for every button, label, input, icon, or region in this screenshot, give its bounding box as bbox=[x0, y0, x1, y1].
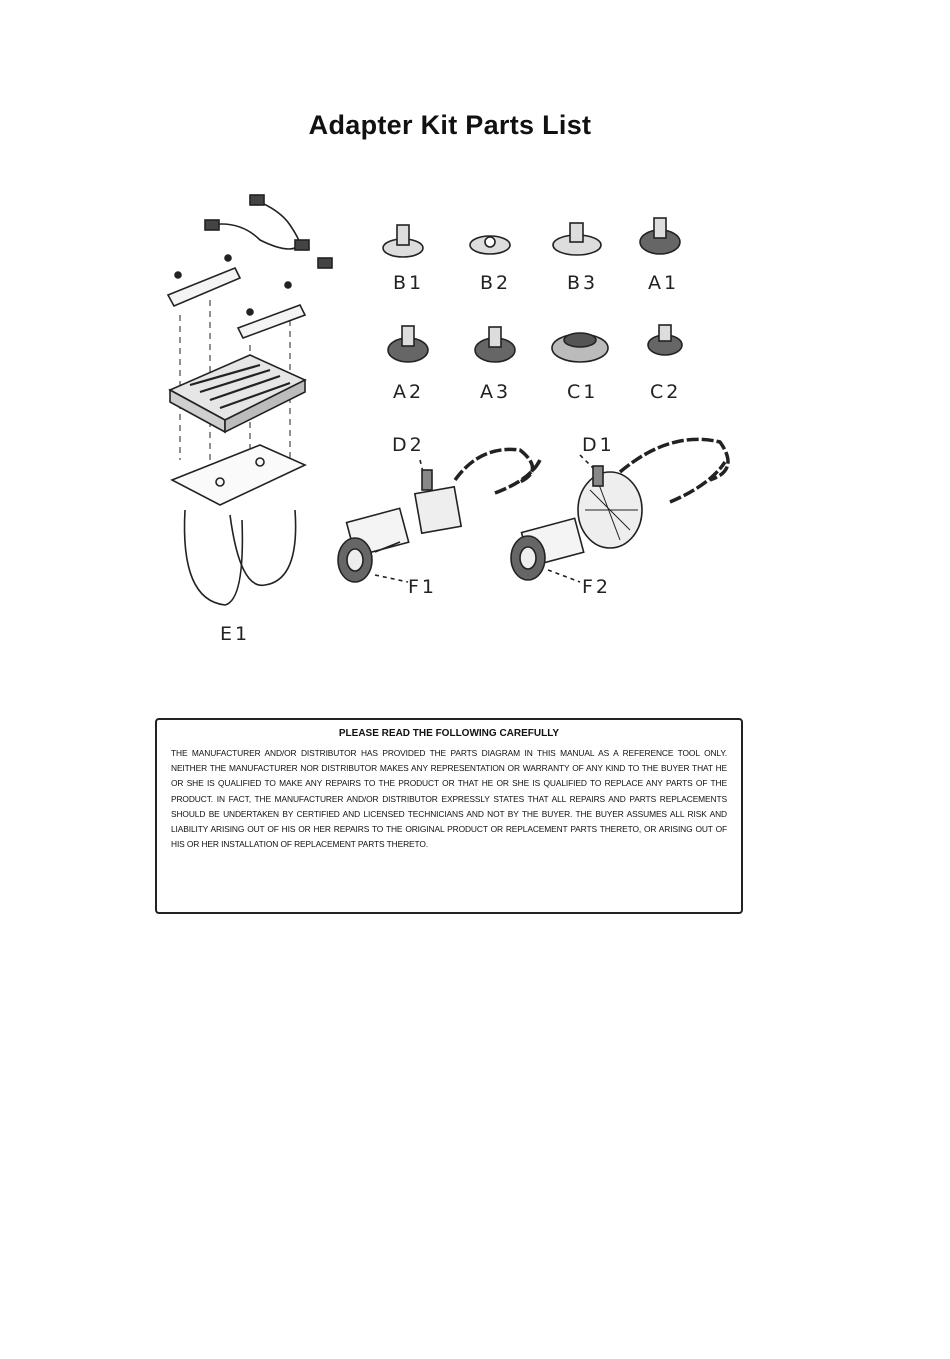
part-label-b3: B3 bbox=[567, 272, 599, 294]
part-label-d2: D2 bbox=[392, 434, 425, 456]
part-label-d1: D1 bbox=[582, 434, 615, 456]
disclaimer-heading: PLEASE READ THE FOLLOWING CAREFULLY bbox=[338, 728, 560, 739]
part-label-a2: A2 bbox=[393, 381, 425, 403]
part-label-f1: F1 bbox=[408, 576, 438, 598]
exploded-view-illustration bbox=[150, 180, 770, 660]
part-label-a3: A3 bbox=[480, 381, 512, 403]
part-label-c2: C2 bbox=[650, 381, 682, 403]
part-label-b2: B2 bbox=[480, 272, 512, 294]
part-label-b1: B1 bbox=[393, 272, 425, 294]
part-label-a1: A1 bbox=[648, 272, 680, 294]
part-label-f2: F2 bbox=[582, 576, 612, 598]
disclaimer-box bbox=[155, 718, 743, 914]
part-label-e1: E1 bbox=[220, 623, 251, 645]
part-label-c1: C1 bbox=[567, 381, 599, 403]
page-title: Adapter Kit Parts List bbox=[308, 110, 592, 140]
disclaimer-text: THE MANUFACTURER AND/OR DISTRIBUTOR HAS PROVIDED THE PARTS DIAGRAM IN THIS MANUAL AS A REFERENCE TOOL ONLY. NEITHER THE MANUFACTURER NOR DISTRIBUTOR MAKES ANY REPRESENTATION OR WARRANTY OF ANY KIND TO THE BUYER THAT HE OR SHE IS QUALIFIED TO MAKE ANY REPAIRS TO THE PRODUCT OR THAT HE OR SHE IS QUALIFIED TO REPLACE ANY PARTS OF THE PRODUCT. IN FACT, THE MANUFACTURER AND/OR DISTRIBUTOR EXPRESSLY STATES THAT ALL REPAIRS AND PARTS REPLACEMENTS SHOULD BE UNDERTAKEN BY CERTIFIED AND LICENSED TECHNICIANS AND NOT BY THE BUYER. THE BUYER ASSUMES ALL RISK AND LIABILITY ARISING OUT OF HIS OR HER REPAIRS TO THE ORIGINAL PRODUCT OR REPLACEMENT PARTS THERETO, OR ARISING OUT OF HIS OR HER INSTALLATION OF REPLACEMENT PARTS THERETO. bbox=[171, 748, 727, 850]
parts-diagram bbox=[150, 180, 770, 660]
